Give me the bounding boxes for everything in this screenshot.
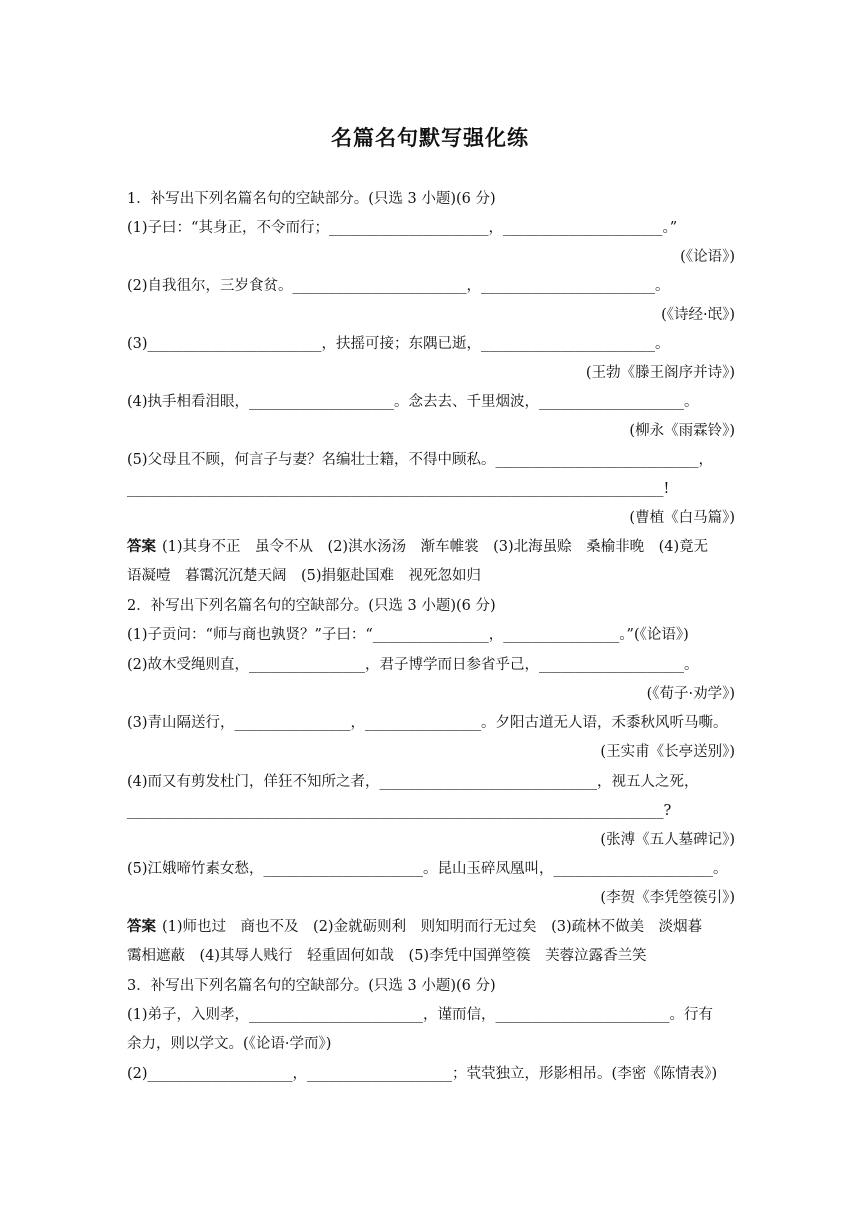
q1-source-5: (曹植《白马篇》) <box>629 510 735 526</box>
q2-source-3: (王实甫《长亭送别》) <box>600 744 735 760</box>
q3-item-1-cont: 余力，则以学文。(《论语·学而》) <box>127 1036 332 1052</box>
q2-item-2: (2)故木受绳则直，________________，君子博学而日参省乎己，____________________。 <box>127 657 699 673</box>
q1-source-4: (柳永《雨霖铃》) <box>629 423 735 439</box>
q1-item-4: (4)执手相看泪眼，____________________。念去去、千里烟波，____________________。 <box>127 394 699 410</box>
q2-item-1: (1)子贡问：“师与商也孰贤？”子曰：“________________，________________。”(《论语》) <box>127 627 689 643</box>
q2-source-5: (李贺《李凭箜篌引》) <box>600 890 735 906</box>
q1-source-2: (《诗经·氓》) <box>661 307 735 323</box>
q2-item-5: (5)江娥啼竹素女愁，______________________。昆山玉碎凤凰叫，______________________。 <box>127 861 728 877</box>
q1-item-3: (3)________________________，扶摇可接；东隅已逝，________________________。 <box>127 336 670 352</box>
q2-source-4: (张溥《五人墓碑记》) <box>600 832 735 848</box>
q2-prompt: 2．补写出下列名篇名句的空缺部分。(只选 3 小题)(6 分) <box>127 598 496 614</box>
q1-item-5: (5)父母且不顾，何言子与妻？名编壮士籍，不得中顾私。____________________________， <box>127 452 714 468</box>
q2-item-4: (4)而又有剪发杜门，佯狂不知所之者，______________________________，视五人之死， <box>127 774 699 790</box>
answer-label: 答案 <box>127 919 156 935</box>
q3-item-1: (1)弟子，入则孝，________________________，谨而信，________________________。行有 <box>127 1007 714 1023</box>
q1-prompt: 1．补写出下列名篇名句的空缺部分。(只选 3 小题)(6 分) <box>127 191 496 207</box>
q2-answer-cont: 霭相遮蔽 (4)其辱人贱行 轻重固何如哉 (5)李凭中国弹箜篌 芙蓉泣露香兰笑 <box>127 948 647 964</box>
q3-prompt: 3．补写出下列名篇名句的空缺部分。(只选 3 小题)(6 分) <box>127 978 496 994</box>
answer-label: 答案 <box>127 539 156 555</box>
page-title: 名篇名句默写强化练 <box>331 126 529 150</box>
q3-item-2: (2)____________________，____________________；茕茕独立，形影相吊。(李密《陈情表》) <box>127 1066 718 1082</box>
q1-item-1: (1)子曰：“其身正，不令而行；______________________，______________________。” <box>127 220 678 236</box>
q1-source-3: (王勃《滕王阁序并诗》) <box>585 365 735 381</box>
q1-answer-cont: 语凝噎 暮霭沉沉楚天阔 (5)捐躯赴国难 视死忽如归 <box>127 568 482 584</box>
q1-item-2: (2)自我徂尔，三岁食贫。________________________，________________________。 <box>127 278 670 294</box>
q1-answer: 答案 (1)其身不正 虽令不从 (2)淇水汤汤 渐车帷裳 (3)北海虽赊 桑榆非晚 (4)竟无 <box>127 539 709 555</box>
q1-item-5-cont: __________________________________________________________________________! <box>127 481 670 497</box>
q1-source-1: (《论语》) <box>680 249 735 265</box>
q2-item-4-cont: __________________________________________________________________________? <box>127 803 672 819</box>
q2-answer: 答案 (1)师也过 商也不及 (2)金就砺则利 则知明而行无过矣 (3)疏林不做美 淡烟暮 <box>127 919 703 935</box>
q2-item-3: (3)青山隔送行，________________，________________。夕阳古道无人语，禾黍秋风听马嘶。 <box>127 715 728 731</box>
q2-source-2: (《荀子·劝学》) <box>646 686 735 702</box>
